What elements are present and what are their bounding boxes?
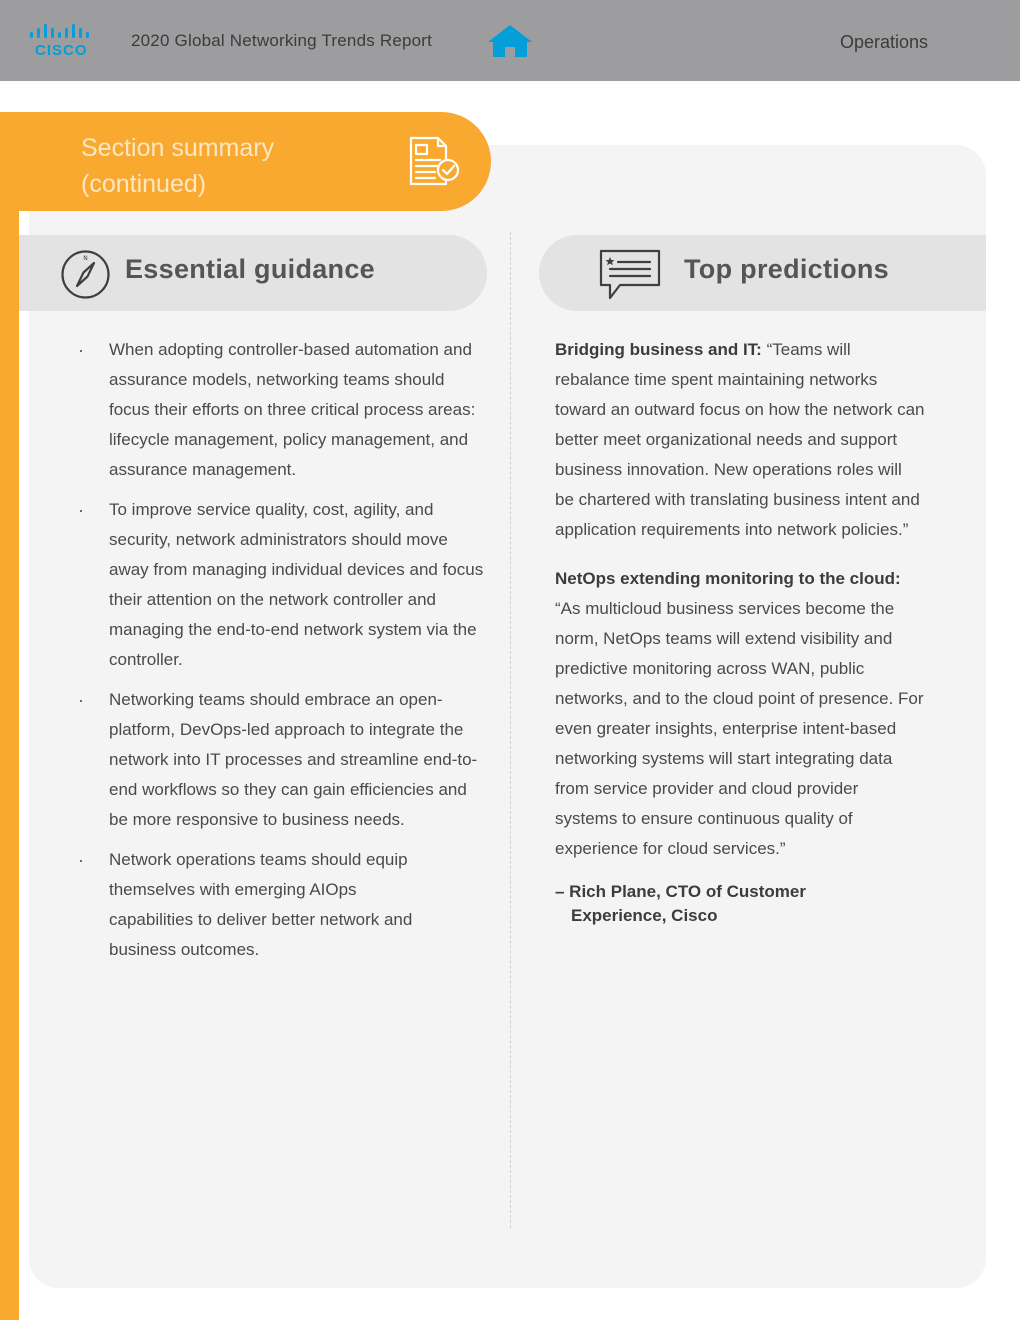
header-bar: [0, 0, 1020, 81]
list-item: · Networking teams should embrace an open-platform, DevOps-led approach to integrate the network into IT processes and streamline end-to-end workflows so they can gain efficiencies and be more responsive to business needs.: [76, 685, 488, 835]
list-item: · When adopting controller-based automation and assurance models, networking teams should focus their efforts on three critical process areas: lifecycle management, policy management, and assurance management.: [76, 335, 488, 485]
predictions-list: [555, 335, 925, 928]
prediction-text: “Teams will rebalance time spent maintaining networks toward an outward focus on how the network can better meet organizational needs and support business innovation. New operations roles will be chartered with translating business intent and application requirements into network policies.”: [555, 340, 925, 539]
quote-author-line2: Experience, Cisco: [571, 906, 718, 925]
home-icon[interactable]: [486, 23, 534, 59]
top-predictions-title: Top predictions: [684, 254, 889, 284]
svg-text:N: N: [83, 255, 88, 262]
summary-title-line1: Section summary: [81, 134, 275, 162]
prediction-item: [555, 335, 925, 545]
quote-author-line1: – Rich Plane, CTO of Customer: [555, 882, 806, 901]
essential-guidance-title: Essential guidance: [125, 254, 375, 284]
section-summary-title: [81, 130, 381, 202]
prediction-item: [555, 564, 925, 864]
cisco-logo-text: CISCO: [35, 42, 88, 59]
guidance-list: [76, 335, 488, 975]
report-title: 2020 Global Networking Trends Report: [131, 31, 433, 50]
summary-title-line2: (continued): [81, 170, 207, 198]
prediction-text: “As multicloud business services become the norm, NetOps teams will extend visibility and predictive monitoring across WAN, public networks, and to the cloud point of presence. For even greater insights, enterprise intent-based networking systems will start integrating data from service provider and cloud provider systems to ensure continuous quality of experience for cloud services.”: [555, 599, 924, 858]
list-item: · Network operations teams should equip themselves with emerging AIOps capabilities to deliver better network and business outcomes.: [76, 845, 421, 965]
prediction-heading: NetOps extending monitoring to the cloud:: [555, 569, 901, 588]
chat-bubble-icon: [598, 248, 662, 302]
document-check-icon: [408, 134, 464, 190]
column-divider: [510, 232, 511, 1228]
left-accent-bar: [0, 112, 19, 1320]
quote-author: [555, 880, 925, 928]
compass-icon: [60, 249, 111, 300]
list-item: · To improve service quality, cost, agility, and security, network administrators should move away from managing individual devices and focus their attention on the network controller and managing the end-to-end network system via the controller.: [76, 495, 488, 675]
prediction-heading: Bridging business and IT:: [555, 340, 762, 359]
section-label[interactable]: Operations: [840, 32, 929, 52]
